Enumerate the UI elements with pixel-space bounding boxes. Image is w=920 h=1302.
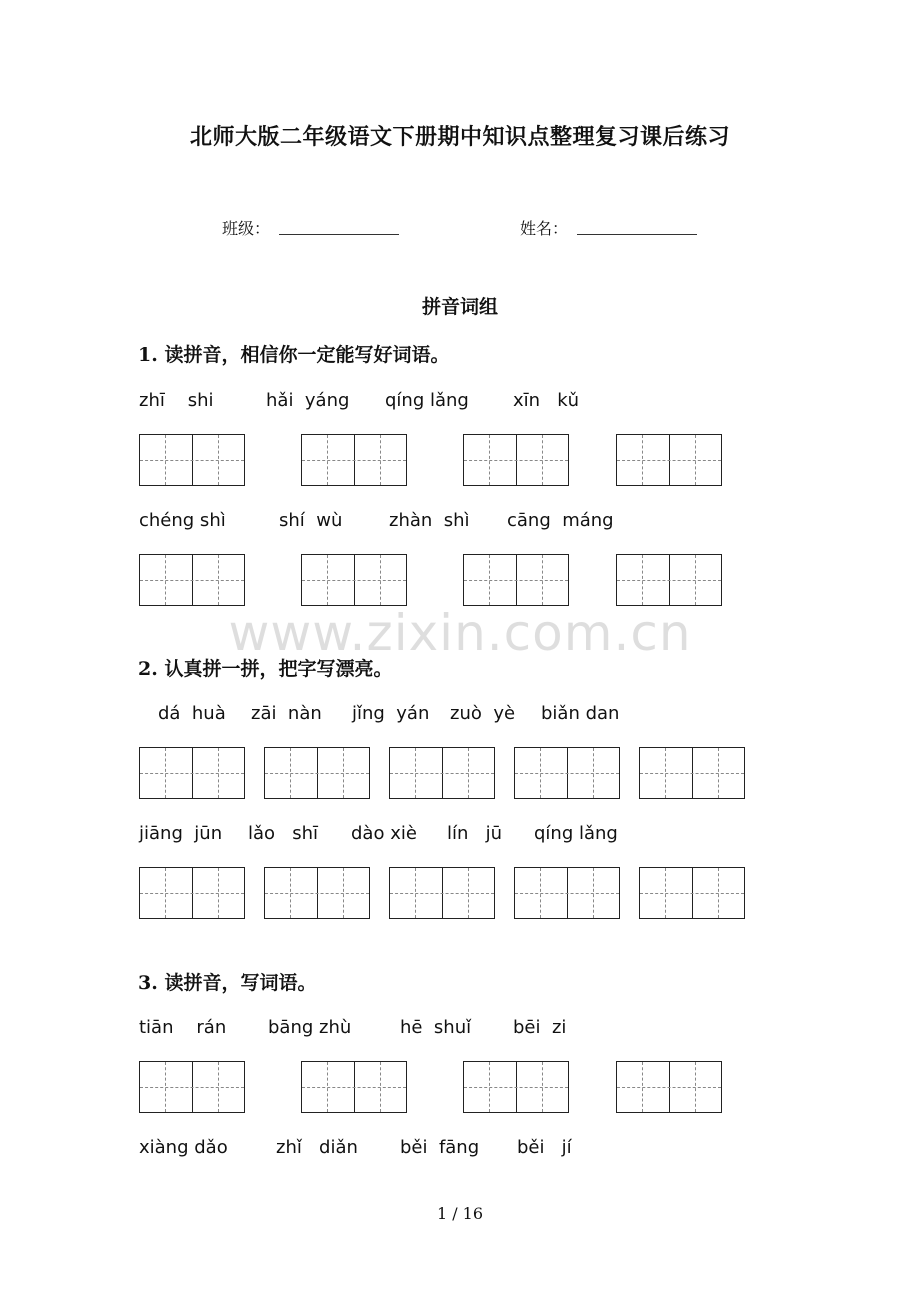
pinyin-item: běi fāng — [400, 1137, 480, 1158]
pinyin-item: lín jū — [447, 823, 502, 844]
pinyin-item: shí wù — [279, 510, 343, 531]
question-1-heading: 1. 读拼音，相信你一定能写好词语。 — [138, 344, 450, 366]
writing-grid[interactable] — [264, 747, 370, 799]
pinyin-item: dá huà — [158, 703, 226, 724]
question-3-heading: 3. 读拼音，写词语。 — [138, 972, 317, 994]
pinyin-item: dào xiè — [351, 823, 417, 844]
document-title: 北师大版二年级语文下册期中知识点整理复习课后练习 — [189, 124, 730, 150]
pinyin-item: qíng lǎng — [385, 390, 469, 411]
pinyin-item: chéng shì — [139, 510, 226, 531]
pinyin-item: cāng máng — [507, 510, 614, 531]
name-blank-line — [577, 234, 697, 235]
pinyin-item: jǐng yán — [352, 703, 430, 724]
writing-grid[interactable] — [301, 554, 407, 606]
writing-grid[interactable] — [301, 1061, 407, 1113]
writing-grid[interactable] — [389, 747, 495, 799]
writing-grid[interactable] — [139, 867, 245, 919]
writing-grid[interactable] — [301, 434, 407, 486]
pinyin-item: xiàng dǎo — [139, 1137, 228, 1158]
writing-grid[interactable] — [389, 867, 495, 919]
pinyin-item: lǎo shī — [248, 823, 318, 844]
pinyin-item: qíng lǎng — [534, 823, 618, 844]
question-2-heading: 2. 认真拼一拼，把字写漂亮。 — [138, 658, 393, 680]
pinyin-item: běi jí — [517, 1137, 572, 1158]
pinyin-item: hē shuǐ — [400, 1017, 472, 1038]
pinyin-item: xīn kǔ — [513, 390, 580, 411]
writing-grid[interactable] — [139, 1061, 245, 1113]
class-label: 班级： — [222, 219, 271, 238]
watermark: www.zixin.com.cn — [228, 604, 692, 662]
pinyin-item: hǎi yáng — [266, 390, 350, 411]
pinyin-item: biǎn dan — [541, 703, 620, 724]
writing-grid[interactable] — [639, 867, 745, 919]
pinyin-item: bēi zi — [513, 1017, 567, 1038]
pinyin-item: zuò yè — [450, 703, 516, 724]
writing-grid[interactable] — [616, 434, 722, 486]
section-title: 拼音词组 — [421, 296, 498, 318]
page-number: 1 / 16 — [436, 1204, 484, 1223]
pinyin-item: zāi nàn — [251, 703, 322, 724]
writing-grid[interactable] — [514, 867, 620, 919]
pinyin-item: zhàn shì — [389, 510, 470, 531]
writing-grid[interactable] — [514, 747, 620, 799]
writing-grid[interactable] — [463, 554, 569, 606]
pinyin-item: zhī shi — [139, 390, 214, 411]
class-blank-line — [279, 234, 399, 235]
writing-grid[interactable] — [616, 554, 722, 606]
pinyin-item: zhǐ diǎn — [276, 1137, 358, 1158]
pinyin-item: jiāng jūn — [139, 823, 223, 844]
writing-grid[interactable] — [139, 434, 245, 486]
writing-grid[interactable] — [264, 867, 370, 919]
writing-grid[interactable] — [139, 554, 245, 606]
writing-grid[interactable] — [463, 434, 569, 486]
writing-grid[interactable] — [463, 1061, 569, 1113]
pinyin-item: tiān rán — [139, 1017, 227, 1038]
writing-grid[interactable] — [616, 1061, 722, 1113]
pinyin-item: bāng zhù — [268, 1017, 352, 1038]
name-label: 姓名： — [520, 219, 569, 238]
writing-grid[interactable] — [639, 747, 745, 799]
writing-grid[interactable] — [139, 747, 245, 799]
